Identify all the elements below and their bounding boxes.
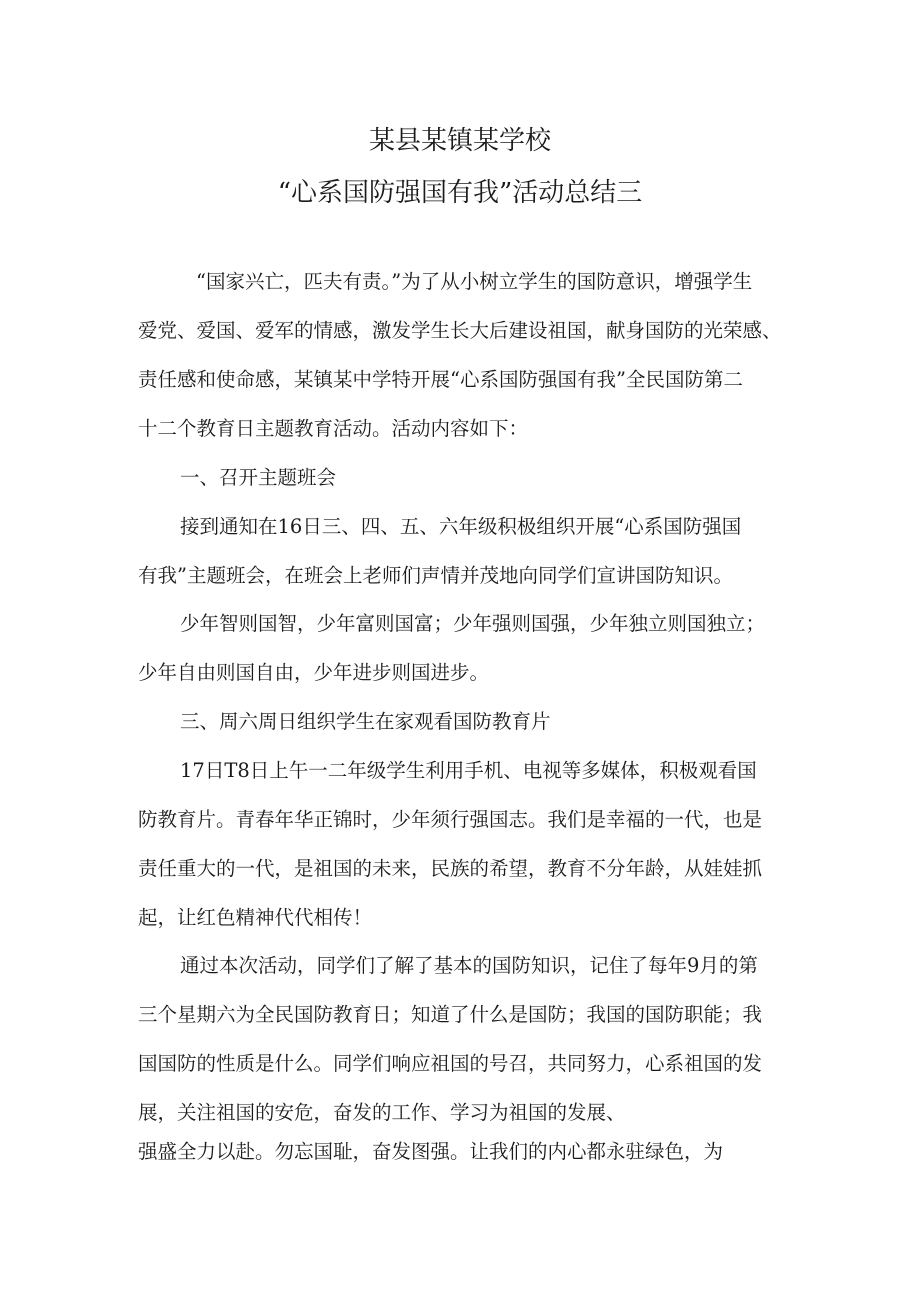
paragraph-5-line-3: 国国防的性质是什么。同学们响应祖国的号召，共同努力，心系祖国的发 <box>138 1052 763 1075</box>
paragraph-2-line-2: 有我”主题班会，在班会上老师们声情并茂地向同学们宣讲国防知识。 <box>138 564 733 587</box>
document-title-school: 某县某镇某学校 <box>368 126 551 156</box>
paragraph-1-line-2: 爱党、爱国、爱军的情感，激发学生长大后建设祖国，献身国防的光荣感、 <box>138 319 782 342</box>
paragraph-4-line-3: 责任重大的一代，是祖国的未来，民族的希望，教育不分年龄，从娃娃抓 <box>138 857 763 880</box>
section-heading-1: 一、召开主题班会 <box>180 466 337 489</box>
paragraph-5-line-1: 通过本次活动，同学们了解了基本的国防知识，记住了每年9月的第 <box>180 954 758 977</box>
paragraph-5-line-4: 展，关注祖国的安危，奋发的工作、学习为祖国的发展、 <box>138 1101 626 1124</box>
paragraph-4-line-2: 防教育片。青春年华正锦时，少年须行强国志。我们是幸福的一代，也是 <box>138 808 763 831</box>
paragraph-4-line-1: 17日T8日上午一二年级学生利用手机、电视等多媒体，积极观看国 <box>180 759 757 782</box>
paragraph-1-line-4: 十二个教育日主题教育活动。活动内容如下： <box>138 417 529 440</box>
paragraph-4-line-4: 起，让红色精神代代相传！ <box>138 906 373 929</box>
paragraph-2-line-1: 接到通知在16日三、四、五、六年级积极组织开展“心系国防强国 <box>180 515 742 538</box>
paragraph-1-line-3: 责任感和使命感，某镇某中学特开展“心系国防强国有我”全民国防第二 <box>138 368 743 391</box>
paragraph-3-line-2: 少年自由则国自由，少年进步则国进步。 <box>138 661 490 684</box>
section-heading-3: 三、周六周日组织学生在家观看国防教育片 <box>180 710 551 733</box>
paragraph-3-line-1: 少年智则国智，少年富则国富；少年强则国强，少年独立则国独立； <box>180 612 766 635</box>
paragraph-1-line-1: “国家兴亡，匹夫有责。”为了从小树立学生的国防意识，增强学生 <box>196 270 753 293</box>
paragraph-5-line-2: 三个星期六为全民国防教育日；知道了什么是国防；我国的国防职能；我 <box>138 1003 763 1026</box>
document-title-activity: “心系国防强国有我”活动总结三 <box>277 178 643 208</box>
paragraph-5-line-5: 强盛全力以赴。勿忘国耻，奋发图强。让我们的内心都永驻绿色，为 <box>138 1140 724 1163</box>
